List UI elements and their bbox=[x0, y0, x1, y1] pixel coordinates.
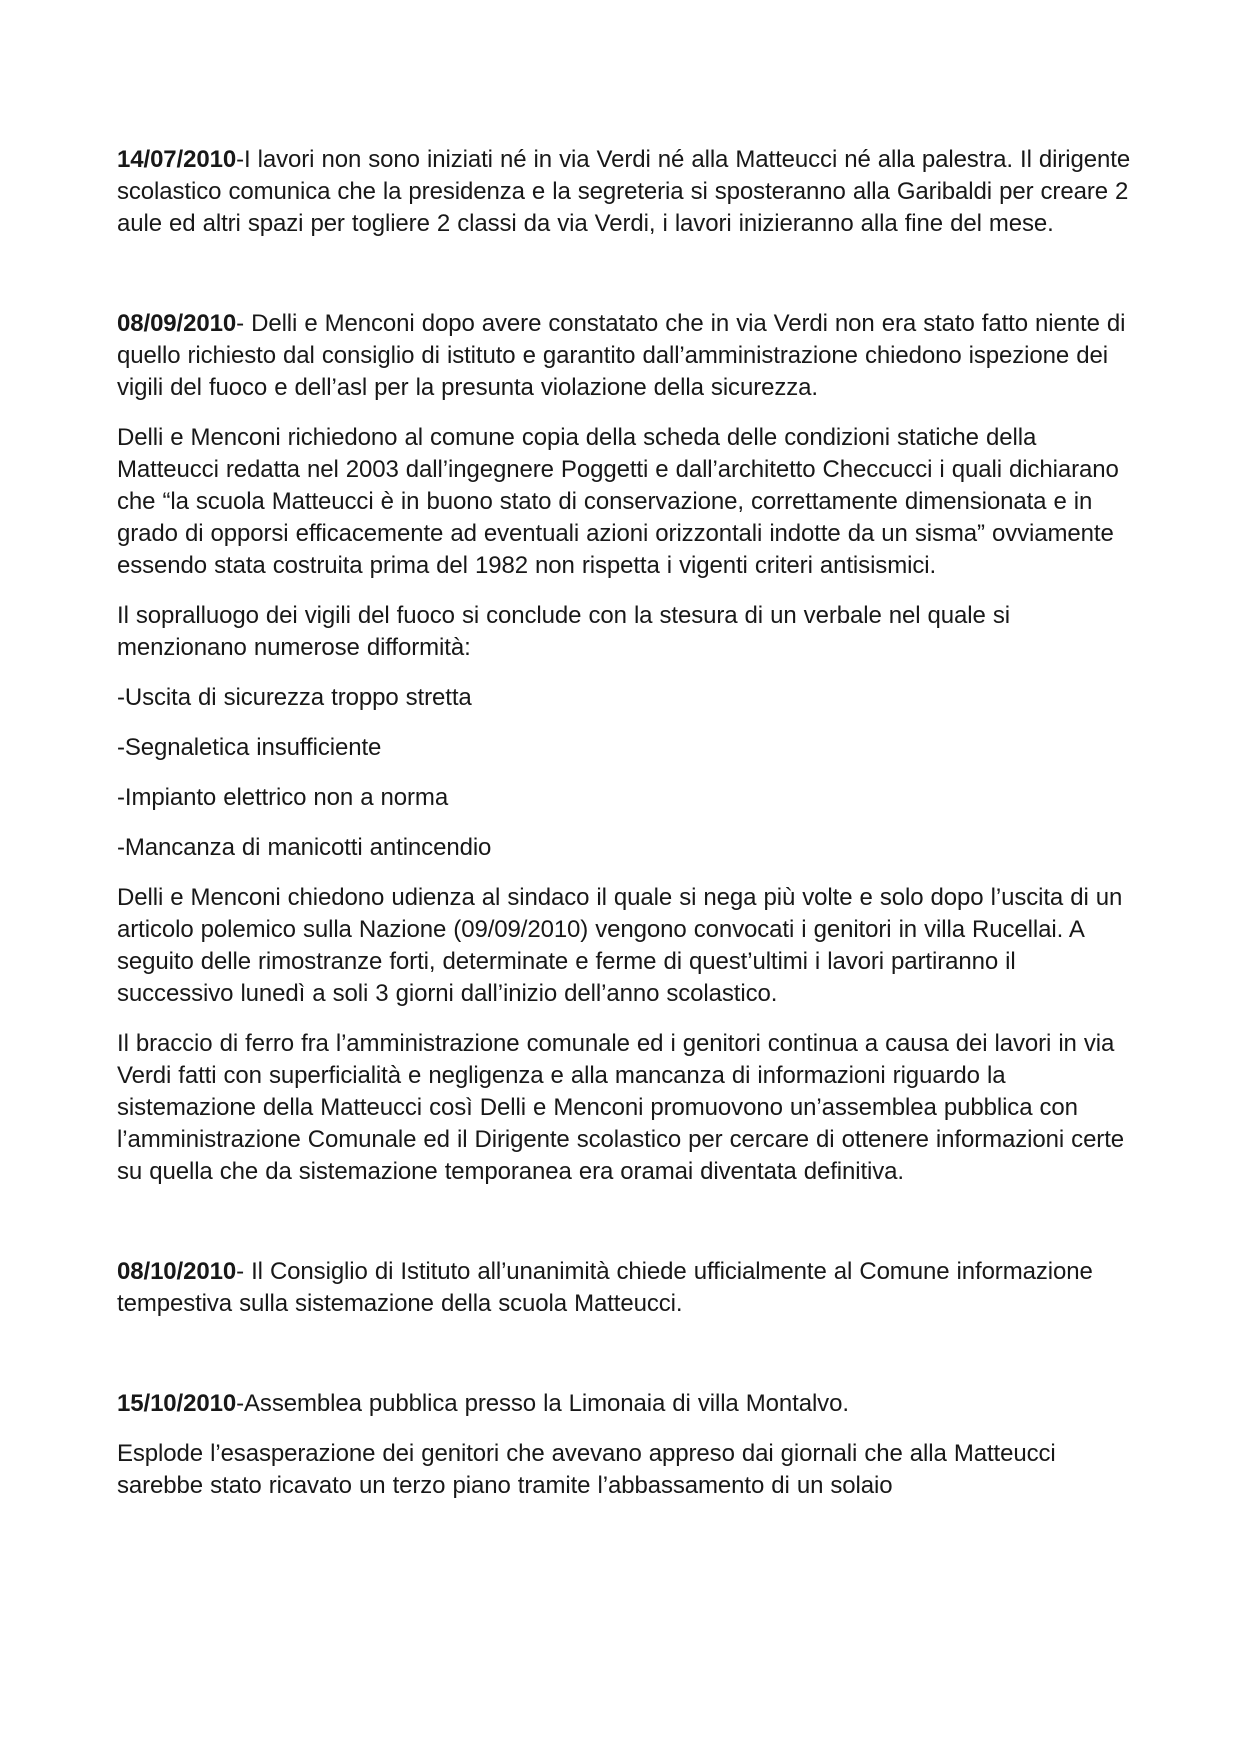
entry-text: -Assemblea pubblica presso la Limonaia di villa Montalvo. bbox=[236, 1390, 849, 1417]
entry-date: 08/09/2010 bbox=[117, 310, 237, 337]
list-item-text: -Impianto elettrico non a norma bbox=[117, 784, 449, 811]
list-item bbox=[117, 732, 1133, 764]
list-item bbox=[117, 832, 1133, 864]
paragraph-text: Il sopralluogo dei vigili del fuoco si conclude con la stesura di un verbale nel quale si menzionano numerose difformità: bbox=[117, 602, 1010, 661]
paragraph-spacer bbox=[117, 258, 1133, 308]
body-paragraph bbox=[117, 1028, 1133, 1188]
entry-date: 14/07/2010 bbox=[117, 146, 237, 173]
body-paragraph bbox=[117, 600, 1133, 664]
entry-paragraph bbox=[117, 1256, 1133, 1320]
body-paragraph bbox=[117, 422, 1133, 582]
body-paragraph bbox=[117, 1438, 1133, 1502]
entry-text: - Delli e Menconi dopo avere constatato che in via Verdi non era stato fatto niente di quello richiesto dal consiglio di istituto e garantito dall’amministrazione chiedono ispezione dei vigili del fuoco e dell’asl per la presunta violazione della sicurezza. bbox=[117, 310, 1126, 401]
entry-paragraph bbox=[117, 1388, 1133, 1420]
paragraph-text: Delli e Menconi chiedono udienza al sindaco il quale si nega più volte e solo dopo l’uscita di un articolo polemico sulla Nazione (09/09/2010) vengono convocati i genitori in villa Rucellai. A seguito delle rimostranze forti, determinate e ferme di quest’ultimi i lavori partiranno il successivo lunedì a soli 3 giorni dall’inizio dell’anno scolastico. bbox=[117, 884, 1123, 1007]
body-paragraph bbox=[117, 882, 1133, 1010]
list-item bbox=[117, 782, 1133, 814]
paragraph-text: Esplode l’esasperazione dei genitori che avevano appreso dai giornali che alla Matteucci sarebbe stato ricavato un terzo piano tramite l’abbassamento di un solaio bbox=[117, 1440, 1056, 1499]
list-item-text: -Mancanza di manicotti antincendio bbox=[117, 834, 492, 861]
paragraph-spacer bbox=[117, 1206, 1133, 1256]
paragraph-text: Delli e Menconi richiedono al comune copia della scheda delle condizioni statiche della Matteucci redatta nel 2003 dall’ingegnere Poggetti e dall’architetto Checcucci i quali dichiarano che “la scuola Matteucci è in buono stato di conservazione, correttamente dimensionata e in grado di opporsi efficacemente ad eventuali azioni orizzontali indotte da un sisma” ovviamente essendo stata costruita prima del 1982 non rispetta i vigenti criteri antisismici. bbox=[117, 424, 1119, 579]
paragraph-text: Il braccio di ferro fra l’amministrazione comunale ed i genitori continua a causa dei lavori in via Verdi fatti con superficialità e negligenza e alla mancanza di informazioni riguardo la sistemazione della Matteucci così Delli e Menconi promuovono un’assemblea pubblica con l’amministrazione Comunale ed il Dirigente scolastico per cercare di ottenere informazioni certe su quella che da sistemazione temporanea era oramai diventata definitiva. bbox=[117, 1030, 1125, 1185]
entry-date: 08/10/2010 bbox=[117, 1258, 237, 1285]
entry-paragraph bbox=[117, 308, 1133, 404]
entry-text: - Il Consiglio di Istituto all’unanimità chiede ufficialmente al Comune informazione tempestiva sulla sistemazione della scuola Matteucci. bbox=[117, 1258, 1093, 1317]
entry-paragraph bbox=[117, 144, 1133, 240]
paragraph-spacer bbox=[117, 1338, 1133, 1388]
entry-date: 15/10/2010 bbox=[117, 1390, 237, 1417]
entry-text: -I lavori non sono iniziati né in via Verdi né alla Matteucci né alla palestra. Il dirigente scolastico comunica che la presidenza e la segreteria si sposteranno alla Garibaldi per creare 2 aule ed altri spazi per togliere 2 classi da via Verdi, i lavori inizieranno alla fine del mese. bbox=[117, 146, 1131, 237]
list-item-text: -Segnaletica insufficiente bbox=[117, 734, 382, 761]
list-item bbox=[117, 682, 1133, 714]
list-item-text: -Uscita di sicurezza troppo stretta bbox=[117, 684, 472, 711]
